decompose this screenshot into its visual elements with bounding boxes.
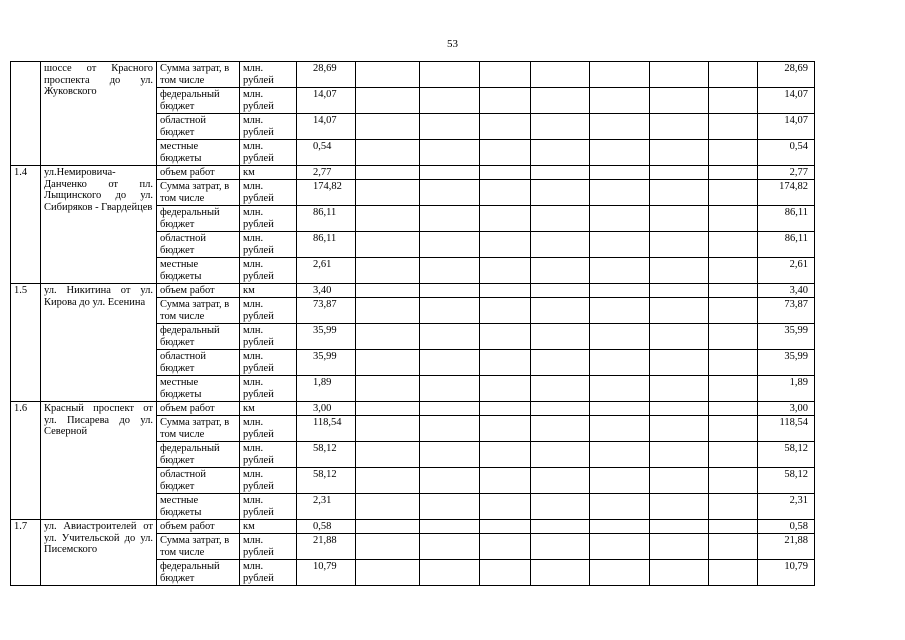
unit-cell: млн. рублей xyxy=(240,88,297,114)
empty-year-cell xyxy=(590,88,650,114)
empty-year-cell xyxy=(531,442,590,468)
empty-year-cell xyxy=(356,114,420,140)
empty-year-cell xyxy=(650,140,709,166)
empty-year-cell xyxy=(709,350,758,376)
empty-year-cell xyxy=(420,402,480,416)
total-cell: 21,88 xyxy=(758,534,815,560)
value-cell: 0,54 xyxy=(297,140,356,166)
indicator-cell: федеральный бюджет xyxy=(157,324,240,350)
empty-year-cell xyxy=(480,416,531,442)
unit-cell: млн. рублей xyxy=(240,140,297,166)
empty-year-cell xyxy=(356,324,420,350)
total-cell: 118,54 xyxy=(758,416,815,442)
empty-year-cell xyxy=(709,402,758,416)
empty-year-cell xyxy=(590,416,650,442)
empty-year-cell xyxy=(590,520,650,534)
empty-year-cell xyxy=(709,376,758,402)
empty-year-cell xyxy=(420,258,480,284)
empty-year-cell xyxy=(480,258,531,284)
row-number: 1.7 xyxy=(11,520,41,586)
empty-year-cell xyxy=(480,324,531,350)
empty-year-cell xyxy=(650,416,709,442)
object-name: Красный проспект от ул. Писарева до ул. Северной xyxy=(41,402,157,520)
empty-year-cell xyxy=(650,284,709,298)
indicator-cell: областной бюджет xyxy=(157,468,240,494)
empty-year-cell xyxy=(590,534,650,560)
unit-cell: млн. рублей xyxy=(240,534,297,560)
empty-year-cell xyxy=(531,298,590,324)
empty-year-cell xyxy=(420,376,480,402)
unit-cell: млн. рублей xyxy=(240,180,297,206)
total-cell: 2,31 xyxy=(758,494,815,520)
budget-table xyxy=(10,61,815,586)
value-cell: 35,99 xyxy=(297,324,356,350)
empty-year-cell xyxy=(650,350,709,376)
empty-year-cell xyxy=(590,468,650,494)
empty-year-cell xyxy=(709,166,758,180)
total-cell: 14,07 xyxy=(758,114,815,140)
value-cell: 28,69 xyxy=(297,62,356,88)
value-cell: 174,82 xyxy=(297,180,356,206)
indicator-cell: объем работ xyxy=(157,520,240,534)
empty-year-cell xyxy=(709,206,758,232)
indicator-cell: объем работ xyxy=(157,402,240,416)
empty-year-cell xyxy=(356,88,420,114)
value-cell: 58,12 xyxy=(297,468,356,494)
empty-year-cell xyxy=(531,206,590,232)
unit-cell: млн. рублей xyxy=(240,560,297,586)
unit-cell: млн. рублей xyxy=(240,232,297,258)
empty-year-cell xyxy=(709,140,758,166)
empty-year-cell xyxy=(650,206,709,232)
value-cell: 118,54 xyxy=(297,416,356,442)
empty-year-cell xyxy=(650,534,709,560)
indicator-cell: федеральный бюджет xyxy=(157,560,240,586)
empty-year-cell xyxy=(709,534,758,560)
empty-year-cell xyxy=(480,534,531,560)
empty-year-cell xyxy=(356,350,420,376)
total-cell: 35,99 xyxy=(758,350,815,376)
empty-year-cell xyxy=(356,166,420,180)
empty-year-cell xyxy=(590,376,650,402)
empty-year-cell xyxy=(420,494,480,520)
total-cell: 28,69 xyxy=(758,62,815,88)
empty-year-cell xyxy=(590,114,650,140)
indicator-cell: федеральный бюджет xyxy=(157,88,240,114)
indicator-cell: местные бюджеты xyxy=(157,140,240,166)
empty-year-cell xyxy=(709,416,758,442)
empty-year-cell xyxy=(420,140,480,166)
empty-year-cell xyxy=(650,62,709,88)
empty-year-cell xyxy=(531,520,590,534)
empty-year-cell xyxy=(420,350,480,376)
empty-year-cell xyxy=(356,560,420,586)
empty-year-cell xyxy=(590,232,650,258)
value-cell: 2,31 xyxy=(297,494,356,520)
empty-year-cell xyxy=(420,442,480,468)
total-cell: 35,99 xyxy=(758,324,815,350)
empty-year-cell xyxy=(590,258,650,284)
empty-year-cell xyxy=(709,324,758,350)
value-cell: 2,61 xyxy=(297,258,356,284)
value-cell: 86,11 xyxy=(297,206,356,232)
value-cell: 3,40 xyxy=(297,284,356,298)
empty-year-cell xyxy=(420,520,480,534)
empty-year-cell xyxy=(650,88,709,114)
empty-year-cell xyxy=(420,298,480,324)
empty-year-cell xyxy=(709,298,758,324)
empty-year-cell xyxy=(590,140,650,166)
empty-year-cell xyxy=(709,560,758,586)
empty-year-cell xyxy=(531,402,590,416)
empty-year-cell xyxy=(420,468,480,494)
empty-year-cell xyxy=(650,298,709,324)
empty-year-cell xyxy=(480,560,531,586)
unit-cell: км xyxy=(240,520,297,534)
empty-year-cell xyxy=(420,232,480,258)
value-cell: 21,88 xyxy=(297,534,356,560)
total-cell: 3,40 xyxy=(758,284,815,298)
empty-year-cell xyxy=(590,298,650,324)
value-cell: 1,89 xyxy=(297,376,356,402)
total-cell: 0,54 xyxy=(758,140,815,166)
empty-year-cell xyxy=(650,114,709,140)
value-cell: 0,58 xyxy=(297,520,356,534)
empty-year-cell xyxy=(420,560,480,586)
empty-year-cell xyxy=(356,442,420,468)
empty-year-cell xyxy=(590,442,650,468)
empty-year-cell xyxy=(531,416,590,442)
total-cell: 86,11 xyxy=(758,206,815,232)
unit-cell: млн. рублей xyxy=(240,442,297,468)
empty-year-cell xyxy=(356,180,420,206)
empty-year-cell xyxy=(420,416,480,442)
empty-year-cell xyxy=(531,284,590,298)
empty-year-cell xyxy=(356,376,420,402)
total-cell: 2,61 xyxy=(758,258,815,284)
unit-cell: млн. рублей xyxy=(240,258,297,284)
total-cell: 1,89 xyxy=(758,376,815,402)
value-cell: 14,07 xyxy=(297,114,356,140)
indicator-cell: Сумма затрат, в том числе xyxy=(157,416,240,442)
empty-year-cell xyxy=(356,258,420,284)
unit-cell: км xyxy=(240,284,297,298)
empty-year-cell xyxy=(356,62,420,88)
empty-year-cell xyxy=(420,180,480,206)
value-cell: 73,87 xyxy=(297,298,356,324)
total-cell: 14,07 xyxy=(758,88,815,114)
row-number xyxy=(11,62,41,166)
empty-year-cell xyxy=(650,324,709,350)
unit-cell: млн. рублей xyxy=(240,416,297,442)
empty-year-cell xyxy=(709,180,758,206)
empty-year-cell xyxy=(531,324,590,350)
empty-year-cell xyxy=(531,166,590,180)
unit-cell: км xyxy=(240,166,297,180)
empty-year-cell xyxy=(420,114,480,140)
unit-cell: км xyxy=(240,402,297,416)
empty-year-cell xyxy=(356,534,420,560)
unit-cell: млн. рублей xyxy=(240,376,297,402)
indicator-cell: объем работ xyxy=(157,284,240,298)
empty-year-cell xyxy=(590,560,650,586)
table-row xyxy=(11,520,815,534)
object-name: ул.Немировича-Данченко от пл. Лыщинского до ул. Сибиряков - Гвардейцев xyxy=(41,166,157,284)
unit-cell: млн. рублей xyxy=(240,206,297,232)
indicator-cell: областной бюджет xyxy=(157,350,240,376)
empty-year-cell xyxy=(356,402,420,416)
indicator-cell: федеральный бюджет xyxy=(157,442,240,468)
empty-year-cell xyxy=(480,284,531,298)
indicator-cell: федеральный бюджет xyxy=(157,206,240,232)
empty-year-cell xyxy=(480,206,531,232)
empty-year-cell xyxy=(356,284,420,298)
empty-year-cell xyxy=(650,468,709,494)
empty-year-cell xyxy=(356,416,420,442)
total-cell: 86,11 xyxy=(758,232,815,258)
indicator-cell: Сумма затрат, в том числе xyxy=(157,180,240,206)
unit-cell: млн. рублей xyxy=(240,62,297,88)
empty-year-cell xyxy=(356,520,420,534)
empty-year-cell xyxy=(531,62,590,88)
empty-year-cell xyxy=(480,180,531,206)
empty-year-cell xyxy=(356,494,420,520)
empty-year-cell xyxy=(590,324,650,350)
empty-year-cell xyxy=(590,180,650,206)
row-number: 1.4 xyxy=(11,166,41,284)
empty-year-cell xyxy=(480,298,531,324)
empty-year-cell xyxy=(480,468,531,494)
empty-year-cell xyxy=(480,140,531,166)
empty-year-cell xyxy=(420,88,480,114)
empty-year-cell xyxy=(356,206,420,232)
total-cell: 58,12 xyxy=(758,442,815,468)
unit-cell: млн. рублей xyxy=(240,468,297,494)
value-cell: 2,77 xyxy=(297,166,356,180)
empty-year-cell xyxy=(480,232,531,258)
empty-year-cell xyxy=(420,324,480,350)
total-cell: 10,79 xyxy=(758,560,815,586)
total-cell: 73,87 xyxy=(758,298,815,324)
total-cell: 2,77 xyxy=(758,166,815,180)
indicator-cell: местные бюджеты xyxy=(157,376,240,402)
empty-year-cell xyxy=(531,494,590,520)
indicator-cell: областной бюджет xyxy=(157,232,240,258)
empty-year-cell xyxy=(650,376,709,402)
unit-cell: млн. рублей xyxy=(240,114,297,140)
table-row xyxy=(11,62,815,88)
empty-year-cell xyxy=(650,442,709,468)
indicator-cell: Сумма затрат, в том числе xyxy=(157,298,240,324)
empty-year-cell xyxy=(480,376,531,402)
empty-year-cell xyxy=(480,520,531,534)
unit-cell: млн. рублей xyxy=(240,350,297,376)
empty-year-cell xyxy=(590,402,650,416)
empty-year-cell xyxy=(709,62,758,88)
empty-year-cell xyxy=(480,166,531,180)
empty-year-cell xyxy=(590,166,650,180)
indicator-cell: областной бюджет xyxy=(157,114,240,140)
empty-year-cell xyxy=(531,560,590,586)
indicator-cell: местные бюджеты xyxy=(157,258,240,284)
page-number: 53 xyxy=(447,38,458,50)
row-number: 1.6 xyxy=(11,402,41,520)
row-number: 1.5 xyxy=(11,284,41,402)
empty-year-cell xyxy=(650,520,709,534)
empty-year-cell xyxy=(480,494,531,520)
empty-year-cell xyxy=(650,258,709,284)
unit-cell: млн. рублей xyxy=(240,298,297,324)
empty-year-cell xyxy=(650,180,709,206)
value-cell: 10,79 xyxy=(297,560,356,586)
empty-year-cell xyxy=(590,206,650,232)
total-cell: 174,82 xyxy=(758,180,815,206)
empty-year-cell xyxy=(709,284,758,298)
empty-year-cell xyxy=(531,140,590,166)
empty-year-cell xyxy=(590,62,650,88)
empty-year-cell xyxy=(650,166,709,180)
table-row xyxy=(11,284,815,298)
empty-year-cell xyxy=(709,114,758,140)
value-cell: 86,11 xyxy=(297,232,356,258)
empty-year-cell xyxy=(531,534,590,560)
object-name: шоссе от Красного проспекта до ул. Жуковского xyxy=(41,62,157,166)
indicator-cell: Сумма затрат, в том числе xyxy=(157,62,240,88)
empty-year-cell xyxy=(480,114,531,140)
empty-year-cell xyxy=(480,442,531,468)
indicator-cell: Сумма затрат, в том числе xyxy=(157,534,240,560)
empty-year-cell xyxy=(420,62,480,88)
empty-year-cell xyxy=(650,232,709,258)
empty-year-cell xyxy=(590,350,650,376)
value-cell: 14,07 xyxy=(297,88,356,114)
empty-year-cell xyxy=(531,232,590,258)
empty-year-cell xyxy=(420,534,480,560)
empty-year-cell xyxy=(356,298,420,324)
empty-year-cell xyxy=(709,232,758,258)
empty-year-cell xyxy=(531,180,590,206)
table-row xyxy=(11,402,815,416)
empty-year-cell xyxy=(420,166,480,180)
empty-year-cell xyxy=(480,402,531,416)
empty-year-cell xyxy=(709,258,758,284)
empty-year-cell xyxy=(531,468,590,494)
total-cell: 58,12 xyxy=(758,468,815,494)
empty-year-cell xyxy=(480,62,531,88)
empty-year-cell xyxy=(531,350,590,376)
value-cell: 58,12 xyxy=(297,442,356,468)
table-row xyxy=(11,166,815,180)
empty-year-cell xyxy=(420,206,480,232)
empty-year-cell xyxy=(420,284,480,298)
empty-year-cell xyxy=(709,442,758,468)
indicator-cell: местные бюджеты xyxy=(157,494,240,520)
empty-year-cell xyxy=(709,494,758,520)
empty-year-cell xyxy=(709,468,758,494)
empty-year-cell xyxy=(480,350,531,376)
empty-year-cell xyxy=(531,376,590,402)
empty-year-cell xyxy=(531,258,590,284)
empty-year-cell xyxy=(531,88,590,114)
empty-year-cell xyxy=(531,114,590,140)
object-name: ул. Никитина от ул. Кирова до ул. Есенина xyxy=(41,284,157,402)
empty-year-cell xyxy=(356,468,420,494)
value-cell: 3,00 xyxy=(297,402,356,416)
unit-cell: млн. рублей xyxy=(240,494,297,520)
indicator-cell: объем работ xyxy=(157,166,240,180)
empty-year-cell xyxy=(356,140,420,166)
value-cell: 35,99 xyxy=(297,350,356,376)
empty-year-cell xyxy=(650,494,709,520)
unit-cell: млн. рублей xyxy=(240,324,297,350)
empty-year-cell xyxy=(356,232,420,258)
empty-year-cell xyxy=(709,520,758,534)
empty-year-cell xyxy=(650,402,709,416)
total-cell: 3,00 xyxy=(758,402,815,416)
empty-year-cell xyxy=(590,284,650,298)
empty-year-cell xyxy=(480,88,531,114)
empty-year-cell xyxy=(650,560,709,586)
total-cell: 0,58 xyxy=(758,520,815,534)
empty-year-cell xyxy=(709,88,758,114)
object-name: ул. Авиастроителей от ул. Учительской до ул. Писемского xyxy=(41,520,157,586)
empty-year-cell xyxy=(590,494,650,520)
